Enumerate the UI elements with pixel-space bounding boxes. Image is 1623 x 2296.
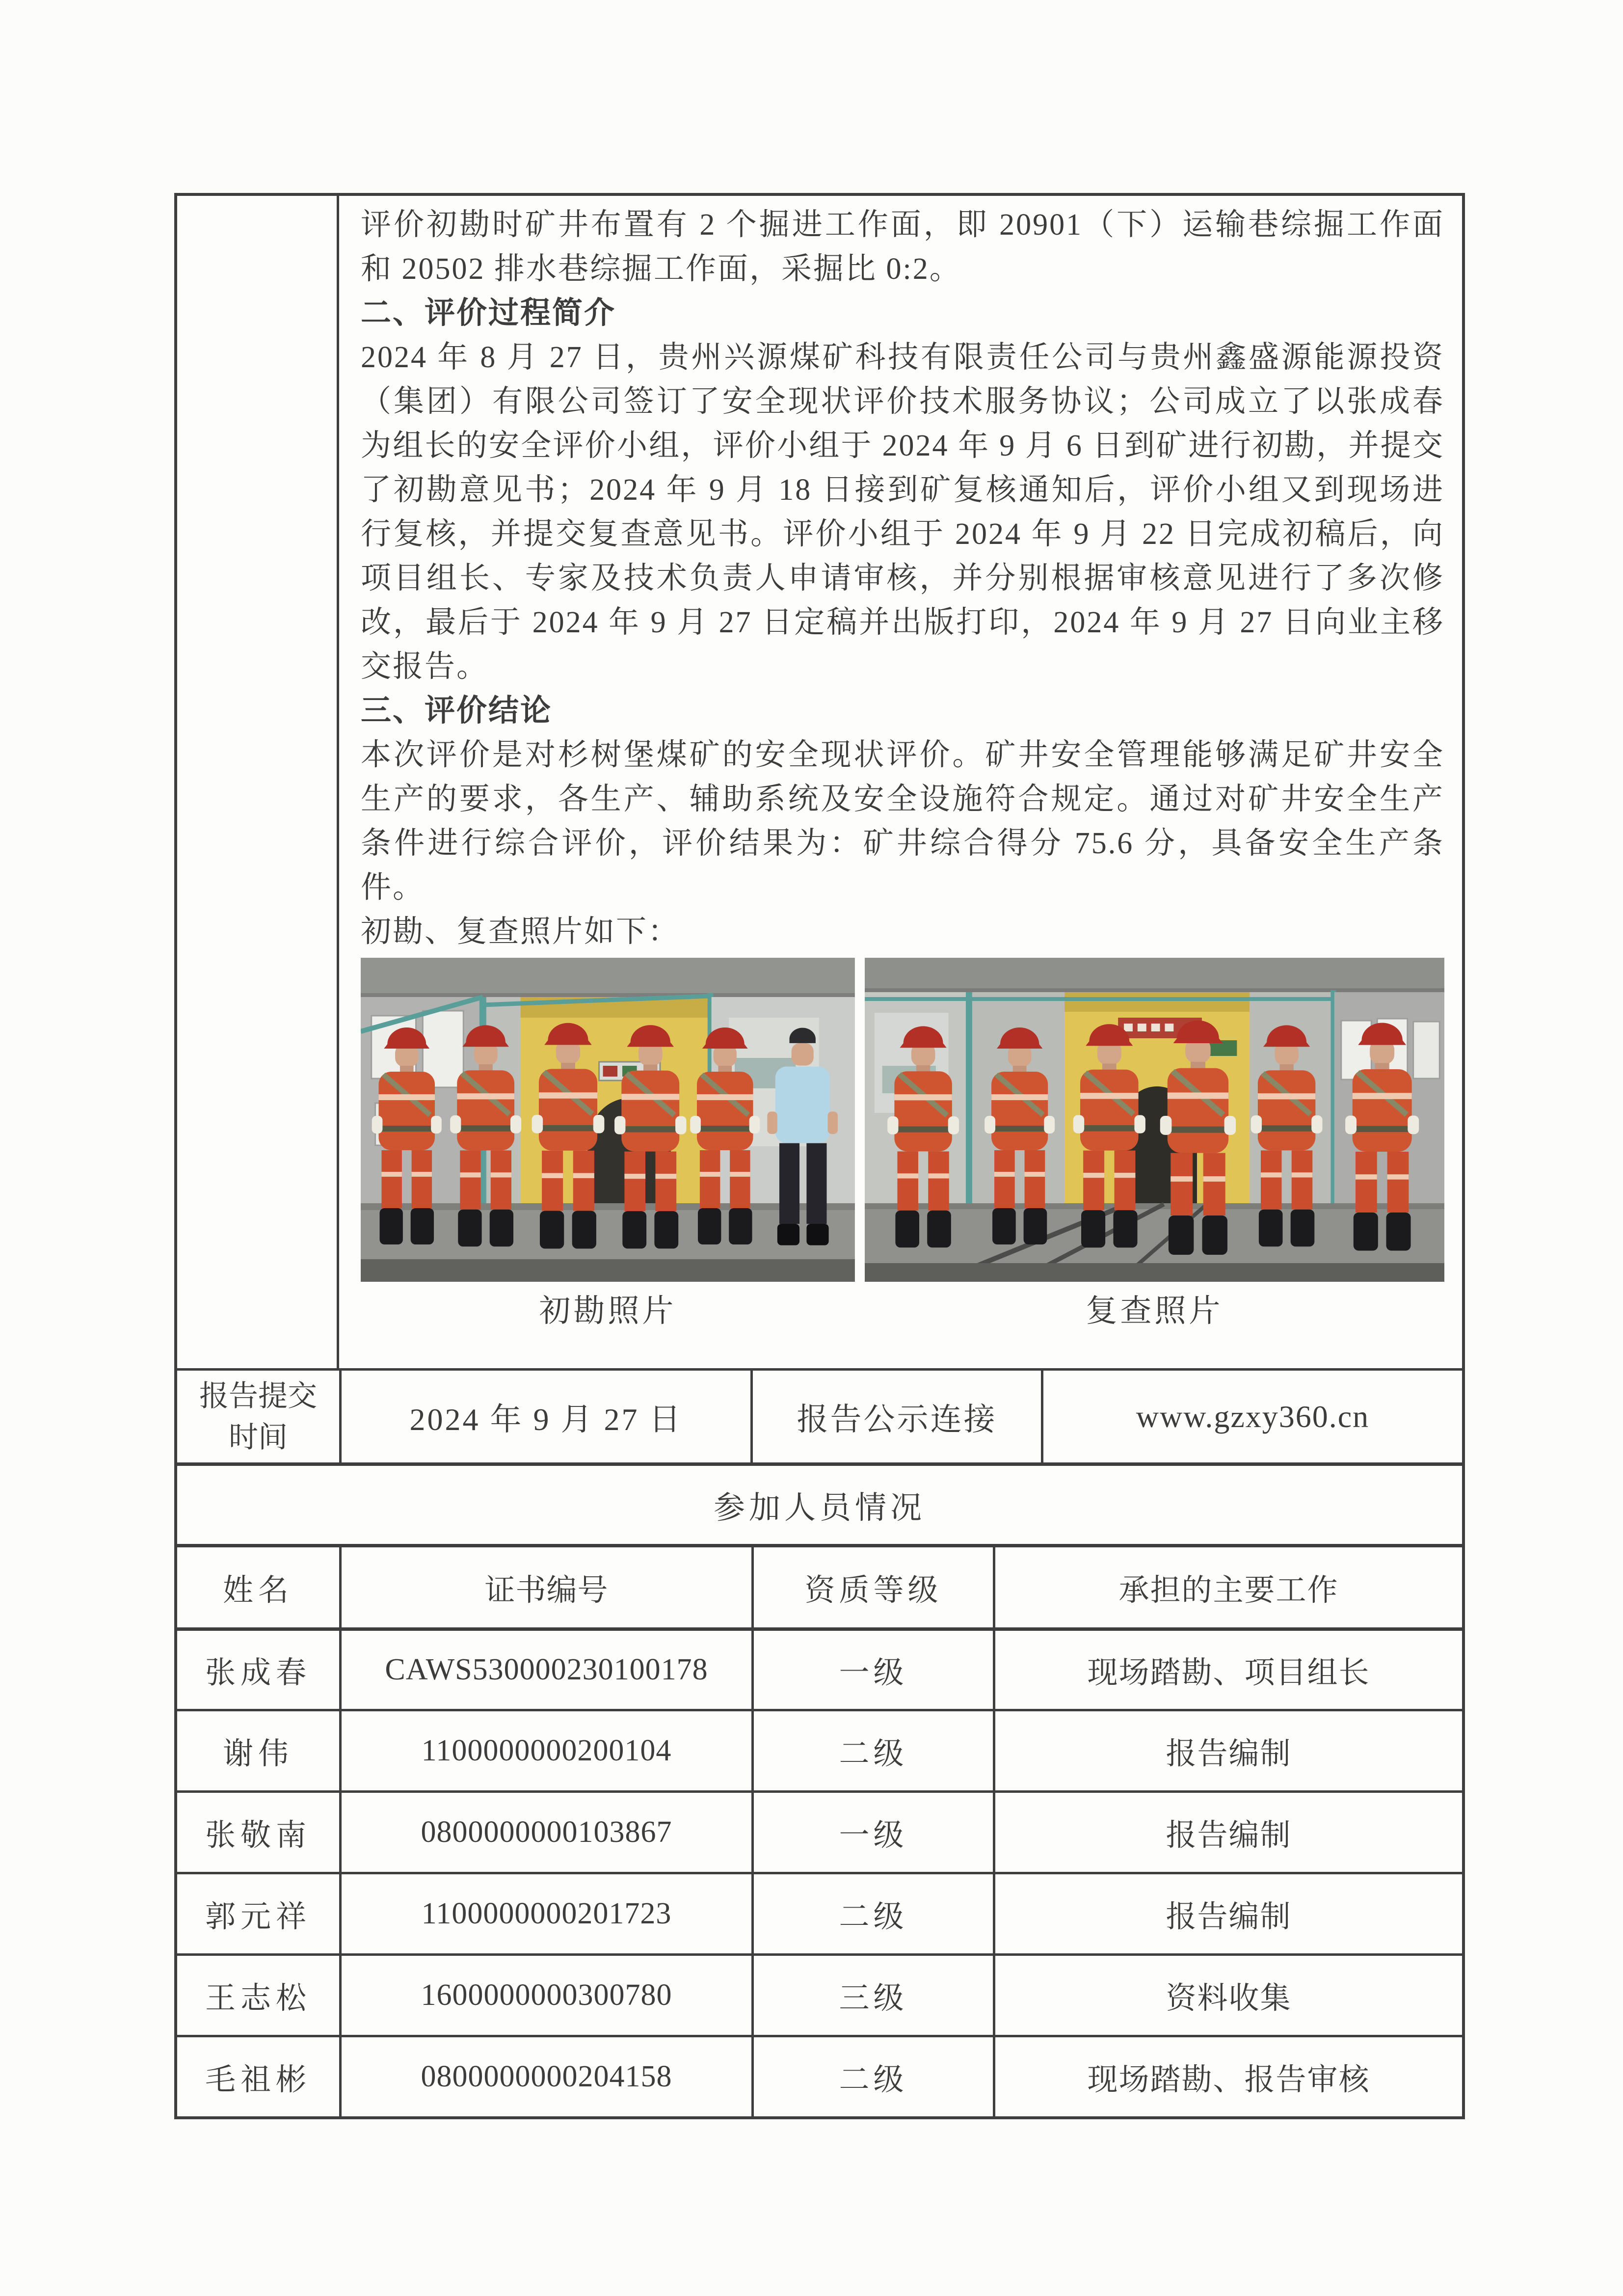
participant-name: 谢伟: [222, 1737, 293, 1771]
participant-row: [177, 1709, 1462, 1790]
site-photos: [361, 958, 1444, 1282]
header-certificate-no: 证书编号: [339, 1547, 751, 1627]
participant-main-duty: 报告编制: [993, 1874, 1462, 1953]
paragraph-evaluation-conclusion: 本次评价是对杉树堡煤矿的安全现状评价。矿井安全管理能够满足矿井安全生产的要求，各生产、辅助系统及安全设施符合规定。通过对矿井安全生产条件进行综合评价，评价结果为：矿井综合得分 75.6 分，具备安全生产条件。: [361, 738, 1444, 904]
participant-main-duty: 报告编制: [993, 1711, 1462, 1790]
participant-certificate-no: 0800000000204158: [339, 2037, 751, 2116]
participant-qualification-level: 二级: [751, 1874, 993, 1953]
photo-captions: [361, 1282, 1444, 1335]
participant-row: [177, 2035, 1462, 2116]
participant-main-duty: 资料收集: [993, 1956, 1462, 2035]
participant-main-duty: 报告编制: [993, 1793, 1462, 1872]
participant-name: 张成春: [205, 1656, 311, 1690]
participant-certificate-no: 1100000000200104: [339, 1711, 751, 1790]
participant-qualification-level: 三级: [751, 1956, 993, 2035]
report-time-label: 报告提交时间: [199, 1379, 317, 1454]
participants-header-row: [177, 1544, 1462, 1627]
heading-evaluation-conclusion: 三、评价结论: [361, 694, 553, 728]
participant-qualification-level: 二级: [751, 2037, 993, 2116]
heading-evaluation-process: 二、评价过程简介: [361, 297, 616, 330]
report-link-url: www.gzxy360.cn: [1041, 1371, 1462, 1462]
report-link-label: 报告公示连接: [750, 1371, 1041, 1462]
caption-initial-survey: 初勘照片: [539, 1294, 677, 1328]
participant-certificate-no: CAWS530000230100178: [339, 1631, 751, 1709]
participant-main-duty: 现场踏勘、报告审核: [993, 2037, 1462, 2116]
participants-title: 参加人员情况: [714, 1490, 926, 1525]
participant-qualification-level: 一级: [751, 1631, 993, 1709]
left-spacer-cell: [177, 196, 339, 1368]
participants-title-row: [177, 1462, 1462, 1544]
paragraph-working-faces: 评价初勘时矿井布置有 2 个掘进工作面，即 20901（下）运输巷综掘工作面和 20502 排水巷综掘工作面，采掘比 0:2。: [361, 208, 1444, 286]
report-submit-date: 2024 年 9 月 27 日: [339, 1371, 750, 1462]
caption-review: 复查照片: [1086, 1294, 1224, 1328]
participant-name: 张敬南: [205, 1819, 311, 1852]
participant-row: [177, 1627, 1462, 1709]
report-submit-row: [177, 1368, 1462, 1462]
participant-qualification-level: 二级: [751, 1711, 993, 1790]
participant-certificate-no: 0800000000103867: [339, 1793, 751, 1872]
photo-review: [865, 958, 1444, 1282]
participant-name: 郭元祥: [205, 1900, 311, 1934]
paragraph-evaluation-process: 2024 年 8 月 27 日，贵州兴源煤矿科技有限责任公司与贵州鑫盛源能源投资（集团）有限公司签订了安全现状评价技术服务协议；公司成立了以张成春为组长的安全评价小组，评价小组于 2024 年 9 月 6 日到矿进行初勘，并提交了初勘意见书；2024 年 9 月 18 日接到矿复核通知后，评价小组又到现场进行复核，并提交复查意见书。评价小组于 2024 年 9 月 22 日完成初稿后，向项目组长、专家及技术负责人申请审核，并分别根据审核意见进行了多次修改，最后于 2024 年 9 月 27 日定稿并出版打印，2024 年 9 月 27 日向业主移交报告。: [361, 341, 1444, 683]
participant-certificate-no: 1100000000201723: [339, 1874, 751, 1953]
participant-name: 毛祖彬: [205, 2063, 311, 2097]
participant-main-duty: 现场踏勘、项目组长: [993, 1631, 1462, 1709]
narrative-cell: [339, 196, 1462, 1368]
participant-qualification-level: 一级: [751, 1793, 993, 1872]
participant-certificate-no: 1600000000300780: [339, 1956, 751, 2035]
photos-intro-line: 初勘、复查照片如下：: [361, 915, 680, 948]
header-qualification-level: 资质等级: [751, 1547, 993, 1627]
participant-name: 王志松: [205, 1982, 311, 2015]
participant-row: [177, 1790, 1462, 1872]
participant-row: [177, 1872, 1462, 1953]
narrative-row: [177, 196, 1462, 1368]
participant-row: [177, 1953, 1462, 2035]
photo-initial-survey: [361, 958, 855, 1282]
header-main-duty: 承担的主要工作: [993, 1547, 1462, 1627]
evaluation-report-table: [174, 193, 1465, 2119]
header-name: 姓名: [222, 1574, 293, 1607]
